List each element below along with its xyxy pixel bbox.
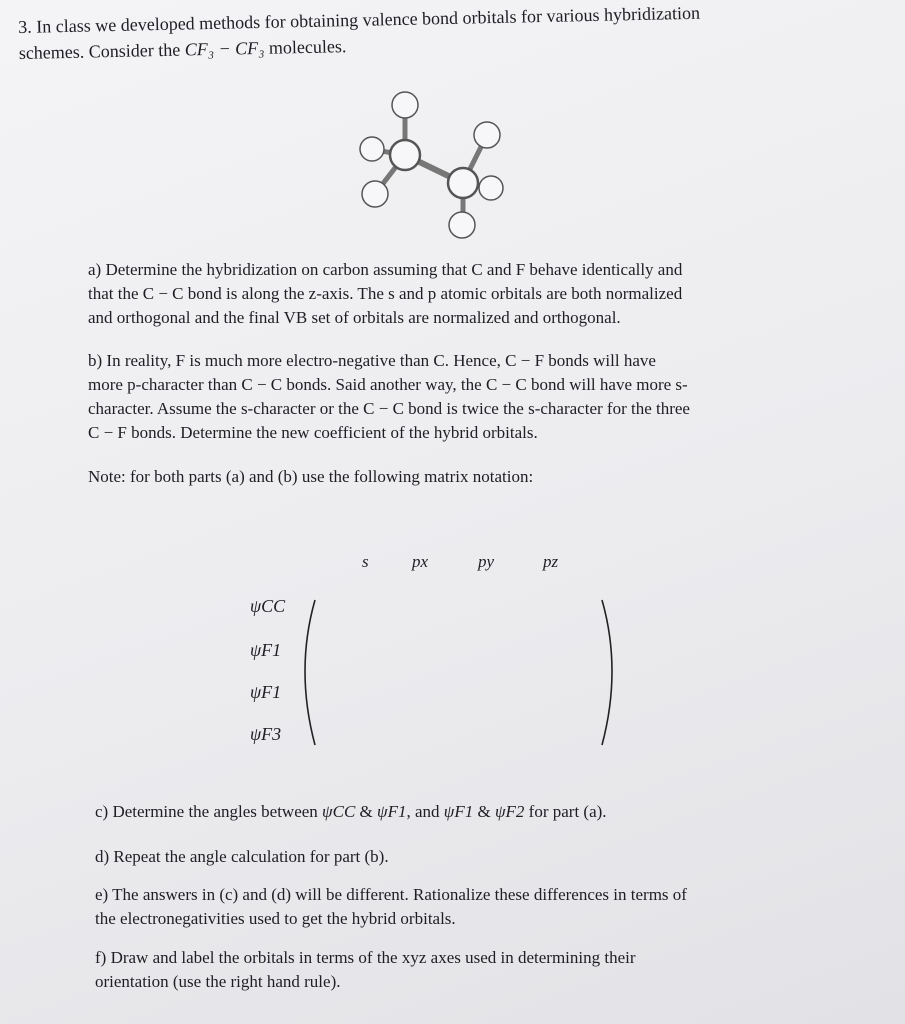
problem-intro <box>18 0 869 66</box>
part-c-amp-2: & <box>477 802 491 821</box>
psi-f1: ψF1 <box>377 802 407 821</box>
part-a-line-3: and orthogonal and the final VB set of orbitals are normalized and orthogonal. <box>88 308 621 327</box>
part-c-suffix: for part (a). <box>528 802 607 821</box>
part-a-line-1: a) Determine the hybridization on carbon assuming that C and F behave identically and <box>88 260 683 279</box>
right-bracket <box>602 600 612 745</box>
part-e-line-1: e) The answers in (c) and (d) will be different. Rationalize these differences in terms of <box>95 885 687 904</box>
carbon-atom <box>390 140 420 170</box>
matrix-col-px: px <box>412 552 429 571</box>
part-b <box>88 349 868 445</box>
fluorine-atom <box>392 92 418 118</box>
matrix-row-psi-f1-second: ψF1 <box>250 682 282 702</box>
part-f <box>95 946 875 994</box>
matrix-row-psi-f3: ψF3 <box>250 724 282 744</box>
molecule-formula: CF₃ − CF₃ <box>184 37 265 60</box>
intro-line-3: molecules. <box>268 36 347 58</box>
fluorine-atom <box>474 122 500 148</box>
matrix-col-py: py <box>478 552 495 571</box>
matrix-row-psi-f1: ψF1 <box>250 640 282 660</box>
left-bracket <box>305 600 315 745</box>
part-a <box>88 258 868 330</box>
fluorine-atom <box>360 137 384 161</box>
fluorine-atom <box>479 176 503 200</box>
part-e <box>95 883 875 931</box>
matrix-brackets <box>295 595 625 755</box>
psi-cc: ψCC <box>322 802 356 821</box>
problem-number: 3. <box>18 16 32 37</box>
intro-line-2: schemes. Consider the <box>18 39 181 63</box>
part-c-mid: , and <box>406 802 440 821</box>
molecule-diagram <box>345 85 515 245</box>
matrix-row-psi-cc: ψCC <box>250 596 286 616</box>
part-d: d) Repeat the angle calculation for part (b). <box>95 847 389 866</box>
part-e-line-2: the electronegativities used to get the hybrid orbitals. <box>95 909 456 928</box>
part-a-line-2: that the C − C bond is along the z-axis. The s and p atomic orbitals are both normalized <box>88 284 683 303</box>
fluorine-atom <box>362 181 388 207</box>
part-b-line-1: b) In reality, F is much more electro-negative than C. Hence, C − F bonds will have <box>88 351 656 370</box>
part-b-line-2: more p-character than C − C bonds. Said another way, the C − C bond will have more s- <box>88 375 688 394</box>
psi-f2: ψF2 <box>494 802 525 821</box>
part-b-line-3: character. Assume the s-character or the C − C bond is twice the s-character for the three <box>88 399 690 418</box>
part-f-line-1: f) Draw and label the orbitals in terms of the xyz axes used in determining their <box>95 948 636 967</box>
intro-line-1: In class we developed methods for obtaining valence bond orbitals for various hybridization <box>36 2 701 37</box>
part-c <box>95 800 875 824</box>
part-b-line-4: C − F bonds. Determine the new coefficient of the hybrid orbitals. <box>88 423 538 442</box>
part-f-line-2: orientation (use the right hand rule). <box>95 972 341 991</box>
psi-f1-second: ψF1 <box>443 802 474 821</box>
part-c-amp-1: & <box>359 802 373 821</box>
part-c-prefix: c) Determine the angles between <box>95 802 318 821</box>
carbon-atom <box>448 168 478 198</box>
matrix-col-s: s <box>362 552 369 571</box>
matrix-note: Note: for both parts (a) and (b) use the following matrix notation: <box>88 467 534 486</box>
fluorine-atom <box>449 212 475 238</box>
matrix-col-pz: pz <box>543 552 559 571</box>
